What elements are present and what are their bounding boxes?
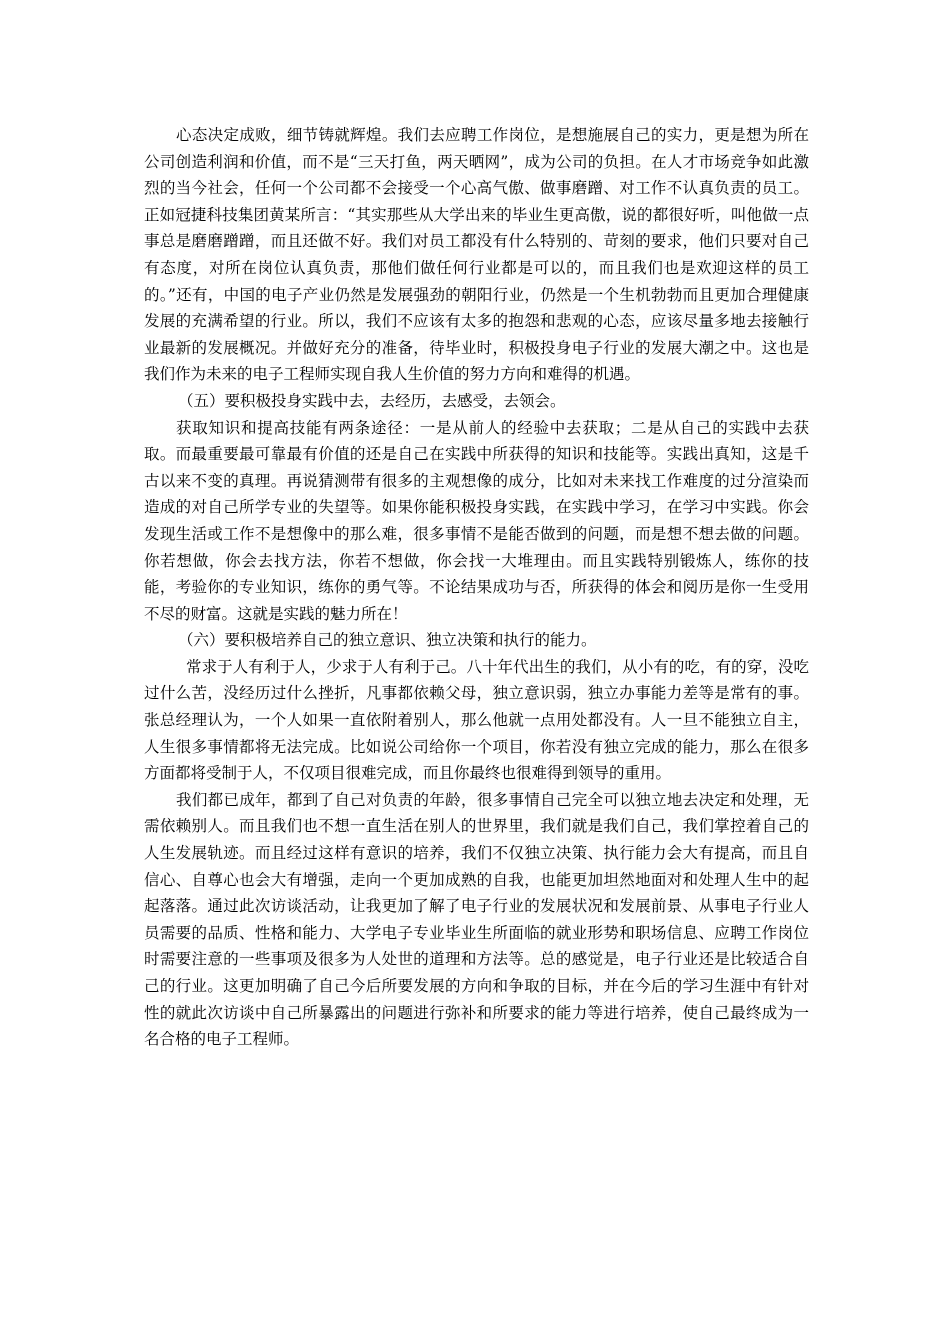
paragraph-mindset: 心态决定成败，细节铸就辉煌。我们去应聘工作岗位，是想施展自己的实力，更是想为所在公司创造利润和价值，而不是“三天打鱼，两天晒网”，成为公司的负担。在人才市场竞争如此激烈的当今社会，任何一个公司都不会接受一个心高气傲、做事磨蹭、对工作不认真负责的员工。正如冠捷科技集团黄某所言：“其实那些从大学出来的毕业生更高傲，说的都很好听，叫他做一点事总是磨磨蹭蹭，而且还做不好。我们对员工都没有什么特别的、苛刻的要求，他们只要对自己有态度，对所在岗位认真负责，那他们做任何行业都是可以的，而且我们也是欢迎这样的员工的。”还有，中国的电子产业仍然是发展强劲的朝阳行业，仍然是一个生机勃勃而且更加合理健康发展的充满希望的行业。所以，我们不应该有太多的抱怨和悲观的心态，应该尽量多地去接触行业最新的发展概况。并做好充分的准备，待毕业时，积极投身电子行业的发展大潮之中。这也是我们作为未来的电子工程师实现自我人生价值的努力方向和难得的机遇。 xyxy=(144,126,809,384)
paragraph-independence: 常求于人有利于人，少求于人有利于己。八十年代出生的我们，从小有的吃，有的穿，没吃过什么苦，没经历过什么挫折，凡事都依赖父母，独立意识弱，独立办事能力差等是常有的事。张总经理认为，一个人如果一直依附着别人，那么他就一点用处都没有。人一旦不能独立自主，人生很多事情都将无法完成。比如说公司给你一个项目，你若没有独立完成的能力，那么在很多方面都将受制于人，不仅项目很难完成，而且你最终也很难得到领导的重用。 xyxy=(144,657,809,783)
paragraph-conclusion: 我们都已成年，都到了自己对负责的年龄，很多事情自己完全可以独立地去决定和处理，无需依赖别人。而且我们也不想一直生活在别人的世界里，我们就是我们自己，我们掌控着自己的人生发展轨迹。而且经过这样有意识的培养，我们不仅独立决策、执行能力会大有提高，而且自信心、自尊心也会大有增强，走向一个更加成熟的自我，也能更加坦然地面对和处理人生中的起起落落。通过此次访谈活动，让我更加了解了电子行业的发展状况和发展前景、从事电子行业人员需要的品质、性格和能力、大学电子专业毕业生所面临的就业形势和职场信息、应聘工作岗位时需要注意的一些事项及很多为人处世的道理和方法等。总的感觉是，电子行业还是比较适合自己的行业。这更加明确了自己今后所要发展的方向和争取的目标，并在今后的学习生涯中有针对性的就此次访谈中自己所暴露出的问题进行弥补和所要求的能力等进行培养，使自己最终成为一名合格的电子工程师。 xyxy=(144,790,809,1049)
document-body xyxy=(144,122,809,1053)
heading-section-5: （五）要积极投身实践中去，去经历，去感受，去领会。 xyxy=(178,391,566,410)
paragraph-practice: 获取知识和提高技能有两条途径：一是从前人的经验中去获取；二是从自己的实践中去获取。而最重要最可靠最有价值的还是自己在实践中所获得的知识和技能等。实践出真知，这是千古以来不变的真理。再说猜测带有很多的主观想像的成分，比如对未来找工作难度的过分渲染而造成的对自己所学专业的失望等。如果你能积极投身实践，在实践中学习，在学习中实践。你会发现生活或工作不是想像中的那么难，很多事情不是能否做到的问题，而是想不想去做的问题。你若想做，你会去找方法，你若不想做，你会找一大堆理由。而且实践特别锻炼人，练你的技能，考验你的专业知识，练你的勇气等。不论结果成功与否，所获得的体会和阅历是你一生受用不尽的财富。这就是实践的魅力所在！ xyxy=(144,418,809,623)
heading-section-6: （六）要积极培养自己的独立意识、独立决策和执行的能力。 xyxy=(178,631,597,650)
